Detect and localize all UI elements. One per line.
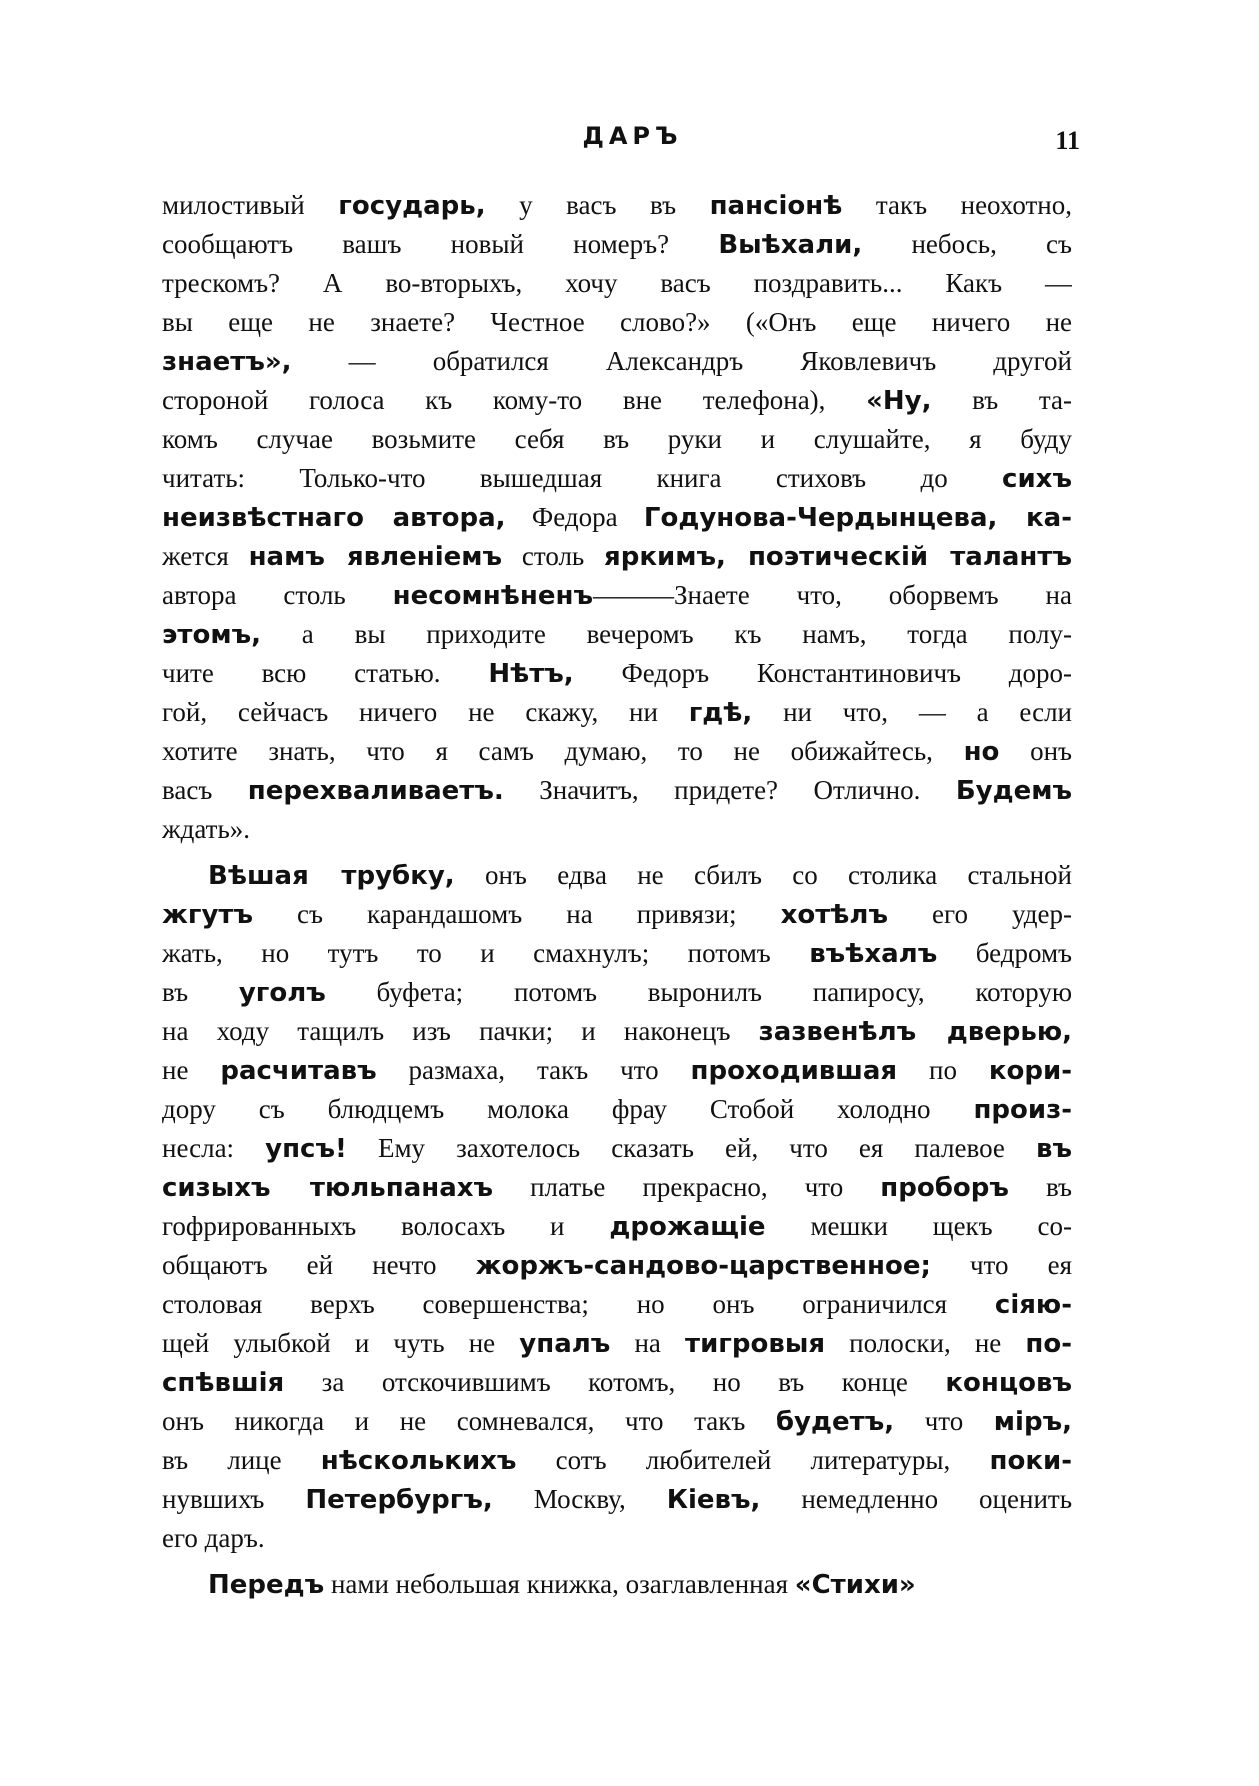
- bold-text-run: неизвѣстнаго автора,: [162, 503, 506, 533]
- text-run: въ та-: [931, 385, 1072, 415]
- bold-text-run: міръ,: [993, 1407, 1072, 1437]
- text-line: [162, 973, 1072, 1012]
- text-line: [162, 225, 1072, 264]
- text-run: щей улыбкой и чуть не: [162, 1328, 520, 1358]
- text-run: гой, сейчасъ ничего не скажу, ни: [162, 697, 689, 727]
- text-run: сообщаютъ вашъ новый номеръ?: [162, 229, 719, 259]
- text-run: комъ случае возьмите себя въ руки и слушайте, я буду: [162, 424, 1072, 454]
- bold-text-run: кори-: [988, 1056, 1072, 1086]
- text-line: [162, 264, 1072, 303]
- text-line: [162, 1129, 1072, 1168]
- text-run: небось, съ: [862, 229, 1072, 259]
- paragraph-p1: [162, 186, 1072, 849]
- text-run: онъ никогда и не сомневался, что такъ: [162, 1406, 776, 1436]
- text-run: что: [894, 1406, 994, 1436]
- bold-text-run: въ: [1035, 1134, 1072, 1164]
- bold-text-run: тигровыя: [685, 1329, 826, 1359]
- text-line: [162, 615, 1072, 654]
- text-line: [162, 1441, 1072, 1480]
- text-run: Значитъ, придете? Отлично.: [503, 775, 956, 805]
- bold-text-run: концовъ: [945, 1368, 1072, 1398]
- text-line: [162, 732, 1072, 771]
- text-run: немедленно оценить: [760, 1484, 1072, 1514]
- text-line: [162, 303, 1072, 342]
- bold-text-run: государь,: [338, 191, 486, 221]
- bold-text-run: произ-: [973, 1095, 1072, 1125]
- text-run: за отскочившимъ котомъ, но въ конце: [284, 1367, 946, 1397]
- bold-text-run: гдѣ,: [688, 698, 753, 728]
- text-run: его даръ.: [162, 1523, 265, 1553]
- bold-text-run: нѣсколькихъ: [320, 1446, 517, 1476]
- bold-text-run: сихъ: [1002, 464, 1072, 494]
- text-line: [162, 498, 1072, 537]
- bold-text-run: жгутъ: [162, 900, 254, 930]
- text-run: трескомъ? А во-вторыхъ, хочу васъ поздравить... Какъ —: [162, 268, 1072, 298]
- text-run: Федоръ Константиновичъ доро-: [573, 658, 1072, 688]
- text-run: Ему захотелось сказать ей, что ея палевое: [346, 1133, 1036, 1163]
- text-run: милостивый: [162, 190, 339, 220]
- bold-text-run: жоржъ-сандово-царственное;: [475, 1251, 931, 1281]
- text-run: не: [162, 1055, 221, 1085]
- text-run: бедромъ: [937, 938, 1072, 968]
- bold-text-run: проборъ: [880, 1173, 1009, 1203]
- text-line: [162, 186, 1072, 225]
- text-run: несла:: [162, 1133, 266, 1163]
- text-line: [162, 1246, 1072, 1285]
- bold-text-run: Вѣшая трубку,: [208, 861, 455, 891]
- bold-text-run: расчитавъ: [220, 1056, 377, 1086]
- text-run: такъ неохотно,: [842, 190, 1072, 220]
- bold-text-run: упалъ: [519, 1329, 611, 1359]
- bold-text-run: спѣвшія: [162, 1368, 285, 1398]
- text-line: [162, 1168, 1072, 1207]
- bold-text-run: упсъ!: [265, 1134, 347, 1164]
- text-line: [162, 1565, 1072, 1604]
- text-run: въ: [1008, 1172, 1072, 1202]
- bold-text-run: Кіевъ,: [666, 1485, 761, 1515]
- text-line: [162, 934, 1072, 973]
- text-run: у васъ въ: [485, 190, 710, 220]
- text-run: нувшихъ: [162, 1484, 306, 1514]
- text-run: хотите знать, что я самъ думаю, то не обижайтесь,: [162, 736, 964, 766]
- text-line: [162, 1207, 1072, 1246]
- body-text: [162, 186, 1072, 1604]
- text-run: ———Знаете что, оборвемъ на: [592, 580, 1072, 610]
- bold-text-run: «Ну,: [866, 386, 932, 416]
- text-line: [162, 1051, 1072, 1090]
- paragraph-p2: [162, 856, 1072, 1558]
- text-run: дору съ блюдцемъ молока фрау Стобой холодно: [162, 1094, 974, 1124]
- bold-text-run: сизыхъ тюльпанахъ: [162, 1173, 494, 1203]
- bold-text-run: въѣхалъ: [809, 939, 938, 969]
- paragraph-p3: [162, 1565, 1072, 1604]
- text-run: жать, но тутъ то и смахнулъ; потомъ: [162, 938, 810, 968]
- text-run: а вы приходите вечеромъ къ намъ, тогда полу-: [261, 619, 1072, 649]
- text-run: размаха, такъ что: [376, 1055, 691, 1085]
- bold-text-run: намъ явленіемъ: [248, 542, 503, 572]
- bold-text-run: Петербургъ,: [305, 1485, 493, 1515]
- bold-text-run: будетъ,: [775, 1407, 895, 1437]
- running-title: ДАРЪ: [582, 122, 683, 150]
- text-line: [162, 381, 1072, 420]
- text-line: [162, 1519, 1072, 1558]
- text-run: на: [610, 1328, 686, 1358]
- text-line: [162, 654, 1072, 693]
- text-run: Москву,: [492, 1484, 667, 1514]
- text-line: [162, 420, 1072, 459]
- text-run: онъ: [999, 736, 1072, 766]
- text-line: [162, 576, 1072, 615]
- text-line: [162, 856, 1072, 895]
- page-number: 11: [1055, 126, 1080, 155]
- text-line: [162, 1324, 1072, 1363]
- paragraph-gap: [162, 1558, 1072, 1565]
- paragraph-gap: [162, 849, 1072, 856]
- bold-text-run: несомнѣненъ: [392, 581, 593, 611]
- text-line: [162, 895, 1072, 934]
- bold-text-run: Выѣхали,: [718, 230, 863, 260]
- text-line: [162, 771, 1072, 810]
- text-line: [162, 693, 1072, 732]
- text-line: [162, 1480, 1072, 1519]
- text-run: ждать».: [162, 814, 251, 844]
- text-run: нами небольшая книжка, озаглавленная: [324, 1569, 795, 1599]
- text-run: гофрированныхъ волосахъ и: [162, 1211, 610, 1241]
- text-run: вы еще не знаете? Честное слово?» («Онъ еще ничего не: [162, 307, 1072, 337]
- text-run: общаютъ ей нечто: [162, 1250, 476, 1280]
- text-run: на ходу тащилъ изъ пачки; и наконецъ: [162, 1016, 759, 1046]
- bold-text-run: по-: [1025, 1329, 1072, 1359]
- bold-text-run: яркимъ, поэтическій талантъ: [604, 542, 1072, 572]
- bold-text-run: перехваливаетъ.: [247, 776, 504, 806]
- text-run: что ея: [930, 1250, 1072, 1280]
- text-line: [162, 1090, 1072, 1129]
- text-line: [162, 459, 1072, 498]
- text-run: читать: Только-что вышедшая книга стиховъ до: [162, 463, 1003, 493]
- text-run: онъ едва не сбилъ со столика стальной: [454, 860, 1072, 890]
- text-run: автора столь: [162, 580, 393, 610]
- text-run: Федора: [505, 502, 644, 532]
- text-line: [162, 1363, 1072, 1402]
- text-run: столь: [502, 541, 605, 571]
- bold-text-run: но: [963, 737, 1000, 767]
- bold-text-run: Нѣтъ,: [488, 659, 574, 689]
- bold-text-run: пансіонѣ: [709, 191, 843, 221]
- text-run: жется: [162, 541, 249, 571]
- bold-text-run: сіяю-: [994, 1290, 1072, 1320]
- text-run: мешки щекъ со-: [765, 1211, 1072, 1241]
- text-line: [162, 342, 1072, 381]
- bold-text-run: зазвенѣлъ дверью,: [758, 1017, 1072, 1047]
- text-run: полоски, не: [825, 1328, 1026, 1358]
- bold-text-run: хотѣлъ: [780, 900, 889, 930]
- text-run: — обратился Александръ Яковлевичъ другой: [291, 346, 1072, 376]
- text-run: съ карандашомъ на привязи;: [253, 899, 781, 929]
- text-run: чите всю статью.: [162, 658, 489, 688]
- text-run: платье прекрасно, что: [493, 1172, 881, 1202]
- bold-text-run: поки-: [989, 1446, 1072, 1476]
- text-run: стороной голоса къ кому-то вне телефона),: [162, 385, 867, 415]
- bold-text-run: проходившая: [690, 1056, 898, 1086]
- text-run: сотъ любителей литературы,: [516, 1445, 990, 1475]
- bold-text-run: Годунова-Чердынцева, ка-: [643, 503, 1072, 533]
- bold-text-run: Будемъ: [955, 776, 1072, 806]
- text-line: [162, 810, 1072, 849]
- text-run: васъ: [162, 775, 248, 805]
- text-run: его удер-: [888, 899, 1072, 929]
- bold-text-run: Передъ: [208, 1570, 325, 1600]
- text-run: въ: [162, 977, 239, 1007]
- text-run: буфета; потомъ выронилъ папиросу, которую: [325, 977, 1072, 1007]
- text-run: въ лице: [162, 1445, 321, 1475]
- text-line: [162, 1402, 1072, 1441]
- bold-text-run: уголъ: [238, 978, 326, 1008]
- bold-text-run: знаетъ»,: [162, 347, 292, 377]
- bold-text-run: этомъ,: [162, 620, 262, 650]
- text-run: по: [897, 1055, 989, 1085]
- bold-text-run: дрожащіе: [609, 1212, 766, 1242]
- text-line: [162, 537, 1072, 576]
- text-line: [162, 1285, 1072, 1324]
- text-run: ни что, — а если: [752, 697, 1072, 727]
- text-run: столовая верхъ совершенства; но онъ ограничился: [162, 1289, 995, 1319]
- text-line: [162, 1012, 1072, 1051]
- bold-text-run: «Стихи»: [794, 1570, 916, 1600]
